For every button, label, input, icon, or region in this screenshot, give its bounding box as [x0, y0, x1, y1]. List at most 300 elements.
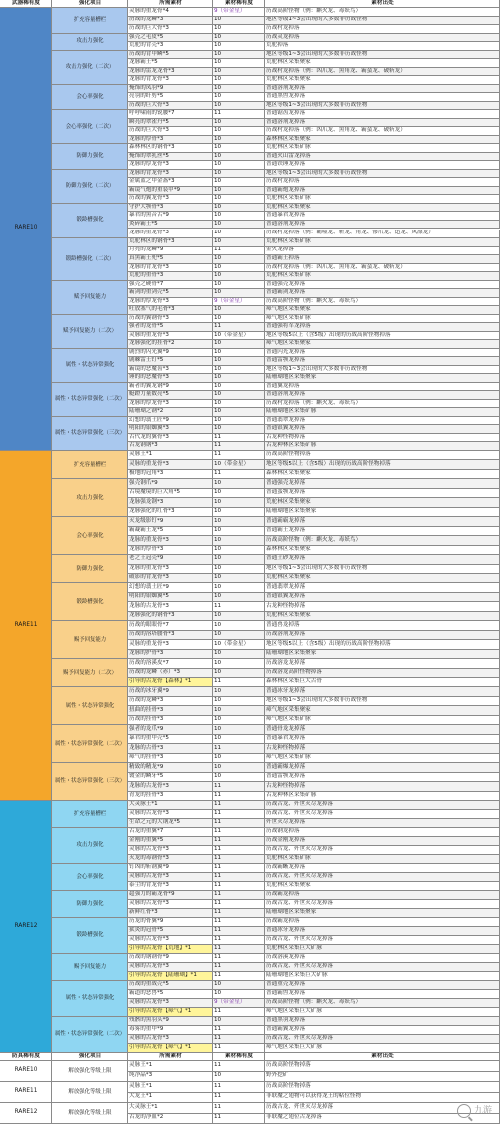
- rarity-cell: RARE12: [0, 801, 52, 1053]
- material-rarity-cell: 10: [213, 42, 265, 51]
- material-rarity-cell: 11: [213, 864, 265, 873]
- upgrade-item-cell: 赐予回复能力: [52, 954, 128, 981]
- material-source-cell: 普通骨龙龙掉落: [265, 725, 500, 734]
- material-rarity-cell: 10: [213, 725, 265, 734]
- material-rarity-cell: 11: [213, 963, 265, 972]
- material-rarity-cell: 11: [213, 900, 265, 909]
- upgrade-item-cell: 赐予回复能力: [52, 621, 128, 659]
- material-rarity-cell: 10: [213, 119, 265, 128]
- material-cell: 守护大颚骨*3: [128, 204, 213, 213]
- material-rarity-cell: 10: [213, 212, 265, 221]
- material-rarity-cell: 10: [213, 735, 265, 744]
- material-rarity-cell: 10: [213, 517, 265, 526]
- material-rarity-cell: 10: [213, 51, 265, 60]
- material-rarity-cell: 10: [213, 593, 265, 602]
- material-source-cell: 普通霸剑龙掉落: [265, 289, 500, 298]
- material-cell: 龙脉的重龙骨*3: [128, 536, 213, 545]
- material-cell: 引导的古龙骨【森林】*1: [128, 678, 213, 687]
- material-cell: 历战的龙鳞*3: [128, 17, 213, 26]
- material-rarity-cell: 11: [213, 954, 265, 963]
- material-source-cell: 历战霸蜥龙掉落: [265, 864, 500, 873]
- material-source-cell: 荒驼林区采集聚家: [265, 882, 500, 891]
- material-cell: 荒驼林区的钢骨*3: [128, 238, 213, 247]
- material-cell: 剧棘雷王钉*5: [128, 357, 213, 366]
- material-cell: 龙脉的厚龙骨*3: [128, 298, 213, 307]
- material-rarity-cell: 10: [213, 59, 265, 68]
- material-rarity-cell: 11: [213, 918, 265, 927]
- material-rarity-cell: 11: [213, 927, 265, 936]
- material-rarity-cell: 11: [213, 972, 265, 981]
- material-source-cell: 古龙种怪物掉落: [265, 782, 500, 791]
- material-cell: 真黑霸王兜*5: [128, 255, 213, 264]
- material-source-cell: 普通蛮颚龙掉落: [265, 489, 500, 498]
- material-cell: 历战的冰牙翼*9: [128, 687, 213, 696]
- material-source-cell: 普通霸爆龙掉落: [265, 763, 500, 772]
- material-rarity-cell: 10: [213, 349, 265, 358]
- material-rarity-cell: 10: [213, 383, 265, 392]
- material-rarity-cell: 9（带金星）: [213, 298, 265, 307]
- material-cell: 龙脉的背龙骨*3: [128, 264, 213, 273]
- material-source-cell: 普通铁锤龙掉落: [265, 161, 500, 170]
- armor-item-cell: 解放强化等级上限: [52, 1082, 128, 1103]
- material-source-cell: 瘴气地区采集矿脉: [265, 315, 500, 324]
- material-cell: 掩饰的翠乳丝*5: [128, 153, 213, 162]
- material-source-cell: 历战溶龙龙掉落: [265, 659, 500, 668]
- material-cell: 掩饰的凤羽*9: [128, 85, 213, 94]
- material-source-cell: 荒驼林区采集聚家: [265, 76, 500, 85]
- material-source-cell: 历战村龙掉落（例：凶爪龙、黑角龙、霸蛮龙、破斩龙）: [265, 127, 500, 136]
- upgrade-item-cell: 赋予回复能力: [52, 281, 128, 315]
- material-rarity-cell: 11: [213, 451, 265, 460]
- material-source-cell: 普通霸王龙掉落: [265, 527, 500, 536]
- material-rarity-cell: 10: [213, 706, 265, 715]
- material-cell: 镀金的鳞牙*5: [128, 773, 213, 782]
- material-rarity-cell: 10: [213, 289, 265, 298]
- material-source-cell: 普通溶剂龙掉落: [265, 221, 500, 230]
- material-rarity-cell: 10: [213, 340, 265, 349]
- material-rarity-cell: 10: [213, 425, 265, 434]
- material-cell: 强者的龙爪*9: [128, 725, 213, 734]
- material-cell: 霸镜的恶魔齿*3: [128, 366, 213, 375]
- material-cell: 金属蓝之甲金盔*3: [128, 178, 213, 187]
- material-cell: 灵脉的古龙骨*3: [128, 846, 213, 855]
- material-cell: 龙脉的古龙骨*3: [128, 602, 213, 611]
- material-source-cell: 历战金刚龙掉落: [265, 837, 500, 846]
- armor-material-rarity-cell: 10: [213, 1072, 265, 1083]
- material-source-cell: 普通兽龙掉落: [265, 621, 500, 630]
- material-source-cell: 普通霸霸龙掉落: [265, 517, 500, 526]
- upgrade-item-cell: 防御力强化: [52, 555, 128, 583]
- upgrade-item-cell: 防御力强化（二次）: [52, 170, 128, 204]
- material-rarity-cell: 10: [213, 612, 265, 621]
- armor-material-source-cell: 历战古龙、歼世灭尽龙掉落: [265, 1103, 500, 1114]
- header-cell: 素材出处: [265, 1053, 500, 1061]
- material-rarity-cell: 10: [213, 697, 265, 706]
- material-source-cell: 历战高阶怪物掉落: [265, 451, 500, 460]
- watermark: [457, 1104, 492, 1118]
- material-cell: 暴君的重甲壳*5: [128, 735, 213, 744]
- material-cell: 龙脉的厚龙骨*3: [128, 161, 213, 170]
- armor-material-source-cell: 非联魔之翅物可以获得龙王的粘位怪物: [265, 1093, 500, 1104]
- material-cell: 龙脉的重龙骨*3: [128, 565, 213, 574]
- material-rarity-cell: 10（带金星）: [213, 640, 265, 649]
- material-rarity-cell: 10: [213, 527, 265, 536]
- material-source-cell: 普通银翼龙掉落: [265, 425, 500, 434]
- material-rarity-cell: 10: [213, 754, 265, 763]
- material-cell: 龙脉的雷龙龙骨*3: [128, 68, 213, 77]
- material-source-cell: 陆珊瑚地区采集聚家: [265, 374, 500, 383]
- material-source-cell: 普通土砂龙掉落: [265, 555, 500, 564]
- material-rarity-cell: 10: [213, 195, 265, 204]
- material-cell: 灵脉的古龙骨*3: [128, 1035, 213, 1044]
- upgrade-item-cell: 属性・状态异常强化: [52, 349, 128, 383]
- material-source-cell: 瘴气地区采集聚家: [265, 340, 500, 349]
- material-cell: 历龙的骨翼*9: [128, 918, 213, 927]
- material-rarity-cell: 11: [213, 323, 265, 332]
- armor-material-cell: 灵脉王*1: [128, 1061, 213, 1072]
- material-rarity-cell: 11: [213, 602, 265, 611]
- material-cell: 灵脉的重龙骨*3: [128, 460, 213, 469]
- material-rarity-cell: 10（带金星）: [213, 460, 265, 469]
- material-rarity-cell: 11: [213, 442, 265, 451]
- material-source-cell: 历战古龙、歼世灭尽龙掉落: [265, 900, 500, 909]
- material-cell: 霸者的翼龙钢*9: [128, 383, 213, 392]
- material-cell: 强壳之毛皮*5: [128, 34, 213, 43]
- material-cell: 龙脉的护骨*3: [128, 650, 213, 659]
- material-rarity-cell: 10: [213, 306, 265, 315]
- material-rarity-cell: 10: [213, 374, 265, 383]
- material-rarity-cell: 10: [213, 144, 265, 153]
- material-cell: 灵脉的古龙骨*3: [128, 900, 213, 909]
- material-source-cell: 历战灵龙掉落: [265, 34, 500, 43]
- material-cell: 龙脉的背龙骨*3: [128, 170, 213, 179]
- material-source-cell: 普通强壳龙掉落: [265, 281, 500, 290]
- material-rarity-cell: 11: [213, 247, 265, 256]
- upgrade-item-cell: 属性・状态异常强化: [52, 981, 128, 1017]
- material-cell: 灵脉的古龙骨*3: [128, 873, 213, 882]
- material-rarity-cell: 10: [213, 281, 265, 290]
- material-cell: 新鲜红骨*3: [128, 909, 213, 918]
- armor-material-cell: 灵脉王*1: [128, 1082, 213, 1093]
- material-rarity-cell: 10: [213, 408, 265, 417]
- material-cell: 瞬亮的翠雀丹*5: [128, 119, 213, 128]
- material-source-cell: 瘴气地区采集巨大矿脉: [265, 1008, 500, 1017]
- material-rarity-cell: 10: [213, 17, 265, 26]
- material-cell: 历战的挂骨*3: [128, 716, 213, 725]
- material-rarity-cell: 10: [213, 565, 265, 574]
- material-source-cell: 瘴气地区采集矿脉: [265, 754, 500, 763]
- material-rarity-cell: 11: [213, 782, 265, 791]
- material-cell: 历战的龙鳞（赤）*3: [128, 669, 213, 678]
- armor-material-cell: 纯净晶*3: [128, 1072, 213, 1083]
- material-source-cell: 历战村龙掉落（例：霸噬龙、斩龙、角龙、惨爪龙、迅龙、风漂龙）: [265, 230, 500, 239]
- material-source-cell: 森林林区采集聚家: [265, 546, 500, 555]
- material-source-cell: 历战古龙、歼世灭尽龙掉落: [265, 1035, 500, 1044]
- material-rarity-cell: 10: [213, 127, 265, 136]
- material-cell: 龙脉的厚龙骨*3: [128, 400, 213, 409]
- material-cell: 扭曲的挂骨*3: [128, 706, 213, 715]
- material-cell: 灭龙级影钉*9: [128, 517, 213, 526]
- material-rarity-cell: 10: [213, 990, 265, 999]
- material-rarity-cell: 11: [213, 1026, 265, 1035]
- upgrade-item-cell: 攻击力强化（二次）: [52, 51, 128, 85]
- material-source-cell: 瘴气地区采集矿脉: [265, 716, 500, 725]
- armor-material-source-cell: 野外挖矿: [265, 1072, 500, 1083]
- header-cell: 强化项目: [52, 1053, 128, 1061]
- material-rarity-cell: 10: [213, 716, 265, 725]
- material-cell: 灵脉的古龙骨*3: [128, 999, 213, 1008]
- material-rarity-cell: 11: [213, 678, 265, 687]
- material-rarity-cell: 10: [213, 161, 265, 170]
- header-cell: 所需素材: [128, 0, 213, 8]
- material-source-cell: 陆珊瑚地区采集矿脉: [265, 408, 500, 417]
- material-rarity-cell: 10: [213, 631, 265, 640]
- material-cell: 龙脉强龙钢*3: [128, 498, 213, 507]
- material-rarity-cell: 10: [213, 546, 265, 555]
- material-cell: 龙脉强化的钢骨*3: [128, 612, 213, 621]
- material-cell: 灵脉的重龙骨*3: [128, 332, 213, 341]
- upgrade-item-cell: 锻龄槽强化: [52, 583, 128, 621]
- material-source-cell: 普通重壳龙掉落: [265, 981, 500, 990]
- material-source-cell: 普通霸翼龙掉落: [265, 1026, 500, 1035]
- material-rarity-cell: 10: [213, 68, 265, 77]
- material-cell: 历战的重战壳*5: [128, 981, 213, 990]
- material-rarity-cell: 10: [213, 650, 265, 659]
- material-rarity-cell: 11: [213, 1044, 265, 1053]
- material-cell: 引导的古龙骨【瘴气】*1: [128, 1008, 213, 1017]
- material-rarity-cell: 11: [213, 837, 265, 846]
- material-source-cell: 金火龙掉落: [265, 247, 500, 256]
- material-source-cell: 普通暴君龙掉落: [265, 212, 500, 221]
- material-rarity-cell: 11: [213, 792, 265, 801]
- upgrade-item-cell: 属性・状态异常强化（二次）: [52, 1017, 128, 1053]
- material-cell: 历战的溶塔腰骨*3: [128, 631, 213, 640]
- material-rarity-cell: 10: [213, 536, 265, 545]
- upgrade-item-cell: 防御力强化: [52, 144, 128, 170]
- material-source-cell: 荒驼林区采集聚家: [265, 204, 500, 213]
- material-rarity-cell: 10: [213, 981, 265, 990]
- material-source-cell: 陆珊瑚地区采集聚家: [265, 508, 500, 517]
- material-rarity-cell: 10: [213, 555, 265, 564]
- material-source-cell: 历战高阶怪物（例：麒火龙、毒妖鸟）: [265, 298, 500, 307]
- material-source-cell: 普通冰牙龙掉落: [265, 687, 500, 696]
- material-source-cell: 历战古龙、歼世灭尽龙掉落: [265, 801, 500, 810]
- material-cell: 炎碎霸王*5: [128, 221, 213, 230]
- material-cell: 历战的翼龙骨*3: [128, 195, 213, 204]
- material-rarity-cell: 11: [213, 909, 265, 918]
- material-source-cell: 地区等级1~3会出现的大多数非历战怪物: [265, 697, 500, 706]
- material-source-cell: 历战高阶怪物（例：麒火龙、毒妖鸟）: [265, 8, 500, 17]
- material-cell: 历战的溶溪皮*7: [128, 659, 213, 668]
- material-source-cell: 陆珊瑚地区采集聚家: [265, 909, 500, 918]
- upgrade-item-cell: 防御力强化: [52, 891, 128, 918]
- material-cell: 亮羽的纤剪*5: [128, 93, 213, 102]
- material-source-cell: 森林林区采集巨大古骨: [265, 678, 500, 687]
- header-cell: 素材出处: [265, 0, 500, 8]
- armor-material-rarity-cell: 11: [213, 1061, 265, 1072]
- material-rarity-cell: 10: [213, 391, 265, 400]
- material-cell: 狱炎的冠骨*5: [128, 927, 213, 936]
- material-source-cell: 普通翡翠龙掉落: [265, 417, 500, 426]
- material-cell: 历战的背甲鳞*5: [128, 51, 213, 60]
- material-source-cell: 普通溶剂龙掉落: [265, 119, 500, 128]
- material-cell: 灵脉的古龙骨*3: [128, 963, 213, 972]
- material-cell: 陆珊瑚之钢*2: [128, 408, 213, 417]
- material-source-cell: 历战村龙掉落（例：凶爪龙、黑角龙、霸蛮龙、破斩龙）: [265, 264, 500, 273]
- material-rarity-cell: 10: [213, 574, 265, 583]
- material-source-cell: 普通强将军龙掉落: [265, 323, 500, 332]
- material-source-cell: 森林林区采集聚家: [265, 136, 500, 145]
- material-cell: 幻想的翡土匠*9: [128, 417, 213, 426]
- material-cell: 大灵脉王*1: [128, 801, 213, 810]
- armor-item-cell: 解放强化等级上限: [52, 1061, 128, 1082]
- material-cell: 龙脉的古龙骨*3: [128, 782, 213, 791]
- material-cell: 龙脉的重龙骨*3: [128, 230, 213, 239]
- armor-material-rarity-cell: 11: [213, 1103, 265, 1114]
- material-source-cell: 荒驼林区采集聚家: [265, 59, 500, 68]
- material-source-cell: 地区等级1~3会出现的大多数非历战怪物: [265, 17, 500, 26]
- material-rarity-cell: 10: [213, 687, 265, 696]
- material-cell: 龙脉霸王*5: [128, 59, 213, 68]
- material-cell: 灵脉的古龙骨*3: [128, 810, 213, 819]
- material-source-cell: 普通雷颚龙掉落: [265, 773, 500, 782]
- material-source-cell: 普通翼龙掉落: [265, 383, 500, 392]
- material-rarity-cell: 10: [213, 479, 265, 488]
- material-cell: 金刚的重翼*5: [128, 837, 213, 846]
- material-source-cell: 荒驼林区采集矿脉: [265, 855, 500, 864]
- material-rarity-cell: 11: [213, 945, 265, 954]
- material-source-cell: 古龙种怪物掉落: [265, 744, 500, 753]
- material-source-cell: 普通闪光龙掉落: [265, 349, 500, 358]
- material-source-cell: 历战霸龙掉落: [265, 891, 500, 900]
- material-cell: 超强力的霸龙骨*9: [128, 891, 213, 900]
- material-source-cell: 荒驼林区采集矿脉: [265, 238, 500, 247]
- upgrade-item-cell: 会心率强化（二次）: [52, 110, 128, 144]
- material-rarity-cell: 10: [213, 315, 265, 324]
- header-cell: 素材稀有度: [213, 1053, 265, 1061]
- material-source-cell: 历战高阶怪物（例：麒火龙、毒妖鸟）: [265, 536, 500, 545]
- material-cell: 残骸的黑羽头*9: [128, 1017, 213, 1026]
- material-source-cell: 瘴气地区采集聚家: [265, 306, 500, 315]
- upgrade-item-cell: 会心率强化: [52, 864, 128, 891]
- material-cell: 霸道的恶兽*5: [128, 990, 213, 999]
- material-cell: 灵脉的重龙骨*4: [128, 8, 213, 17]
- material-cell: 艇蹬力量数亮*5: [128, 391, 213, 400]
- material-source-cell: 森林林区采集聚家: [265, 470, 500, 479]
- material-rarity-cell: 10: [213, 25, 265, 34]
- material-source-cell: 普通霸王掉落: [265, 255, 500, 264]
- material-cell: 灵脉王*1: [128, 451, 213, 460]
- material-rarity-cell: 11: [213, 819, 265, 828]
- material-source-cell: 历战溶溪龙掉落: [265, 954, 500, 963]
- material-cell: 森林林区的钢骨*3: [128, 144, 213, 153]
- material-cell: 历战的翼钢骨*3: [128, 315, 213, 324]
- armor-item-cell: 解放强化等级上限: [52, 1103, 128, 1124]
- material-cell: 老之王冠壳*9: [128, 555, 213, 564]
- armor-material-rarity-cell: 11: [213, 1082, 265, 1093]
- material-source-cell: 普通溶剂龙掉落: [265, 85, 500, 94]
- material-rarity-cell: 10: [213, 498, 265, 507]
- material-cell: 月亮的龙鳞*9: [128, 247, 213, 256]
- material-rarity-cell: 11: [213, 846, 265, 855]
- material-cell: 破影的背龙骨*3: [128, 574, 213, 583]
- material-source-cell: 历战村龙掉落: [265, 25, 500, 34]
- material-rarity-cell: 11: [213, 855, 265, 864]
- material-rarity-cell: 10（带金星）: [213, 332, 265, 341]
- material-cell: 荒驼的重骨*3: [128, 272, 213, 281]
- material-cell: 历战的钢钢骨*9: [128, 954, 213, 963]
- material-rarity-cell: 10: [213, 489, 265, 498]
- material-cell: 明阳的银蜘翼*5: [128, 593, 213, 602]
- material-rarity-cell: 10: [213, 34, 265, 43]
- upgrade-item-cell: 扩充容量槽栏: [52, 451, 128, 479]
- material-cell: 强者的龙骨*5: [128, 323, 213, 332]
- material-source-cell: 地区等级1~3会出现的大多数非历战怪物: [265, 170, 500, 179]
- material-rarity-cell: 10: [213, 76, 265, 85]
- material-source-cell: 普通暴君龙掉落: [265, 735, 500, 744]
- material-rarity-cell: 11: [213, 1035, 265, 1044]
- material-cell: 锤的的恶魔骨*3: [128, 374, 213, 383]
- material-source-cell: 荒驼林区采集矿脉: [265, 195, 500, 204]
- material-cell: 龙脉的厚骨*3: [128, 546, 213, 555]
- upgrade-item-cell: 扩充容量槽栏: [52, 8, 128, 34]
- material-source-cell: 地区等级1~3会出现的大多数非历战怪物: [265, 102, 500, 111]
- rarity-cell: RARE10: [0, 8, 52, 451]
- material-cell: 引导的古龙骨【陆珊瑚】*1: [128, 972, 213, 981]
- material-rarity-cell: 10: [213, 659, 265, 668]
- header-cell: 武器稀有度: [0, 0, 52, 8]
- material-cell: 龙脉的厚骨*3: [128, 136, 213, 145]
- material-cell: 强壳之硬骨*7: [128, 281, 213, 290]
- material-source-cell: 历战溶龙高阶怪物掉落: [265, 669, 500, 678]
- material-cell: 呼呼啸雨的锐腰*7: [128, 110, 213, 119]
- material-source-cell: 荒驼林区采集聚家: [265, 612, 500, 621]
- header-cell: 素材稀有度: [213, 0, 265, 8]
- material-cell: 龙脉强化的红骨*3: [128, 508, 213, 517]
- upgrade-item-cell: 攻击力强化: [52, 828, 128, 864]
- material-cell: 强壳钢爪*9: [128, 479, 213, 488]
- material-source-cell: 普通强壳龙掉落: [265, 479, 500, 488]
- magnifier-logo-icon: [457, 1104, 471, 1118]
- material-source-cell: 荒驼林区采集聚家: [265, 574, 500, 583]
- material-rarity-cell: 9（带金星）: [213, 8, 265, 17]
- material-rarity-cell: 10: [213, 93, 265, 102]
- material-cell: 灭龙的毒钢骨*3: [128, 855, 213, 864]
- material-source-cell: 历战古龙、歼世灭尽龙掉落: [265, 810, 500, 819]
- material-cell: 龙脉的背龙骨*3: [128, 76, 213, 85]
- material-rarity-cell: 10: [213, 508, 265, 517]
- material-cell: 龙脉的古骨*3: [128, 744, 213, 753]
- material-source-cell: 普通霸兽龙掉落: [265, 990, 500, 999]
- material-cell: 霸剑的重剑壳*5: [128, 289, 213, 298]
- header-cell: 强化项目: [52, 0, 128, 8]
- upgrade-item-cell: 属性・状态异常强化（三次）: [52, 417, 128, 451]
- armor-rarity-cell: RARE11: [0, 1082, 52, 1103]
- material-cell: 生命之元的大钢龙*5: [128, 819, 213, 828]
- rarity-cell: RARE11: [0, 451, 52, 801]
- material-rarity-cell: 10: [213, 187, 265, 196]
- material-cell: 吐放塞气的毛骨*3: [128, 306, 213, 315]
- material-cell: 古龙的重翼*7: [128, 828, 213, 837]
- material-source-cell: 陆珊瑚地区采集聚家: [265, 650, 500, 659]
- material-cell: 泰尘的背龙骨*3: [128, 882, 213, 891]
- material-rarity-cell: 10: [213, 621, 265, 630]
- material-rarity-cell: 10: [213, 272, 265, 281]
- upgrade-item-cell: 锻龄槽强化: [52, 918, 128, 954]
- material-source-cell: 地区等级1~3会出现的大多数非历战怪物: [265, 565, 500, 574]
- material-cell: 灵脉的重龙骨*3: [128, 640, 213, 649]
- material-cell: 历战的巨大骨*3: [128, 127, 213, 136]
